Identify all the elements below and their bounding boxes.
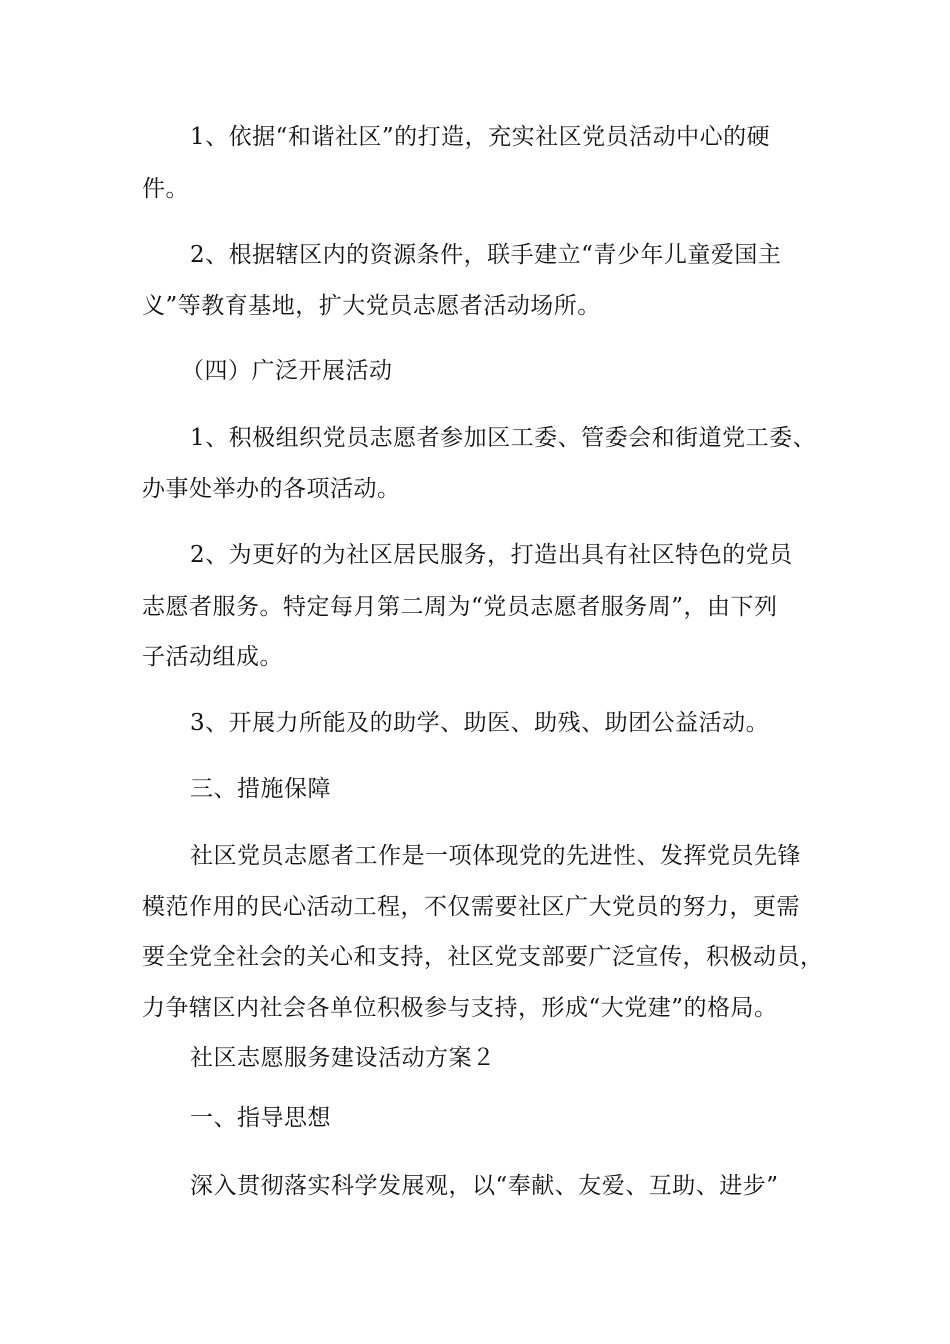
paragraph-3-line-2: 办事处举办的各项活动。	[142, 476, 401, 502]
section-heading-three: 三、措施保障	[190, 776, 331, 802]
document-subtitle: 社区志愿服务建设活动方案２	[190, 1045, 496, 1071]
paragraph-2-line-2: 义”等教育基地，扩大党员志愿者活动场所。	[142, 293, 601, 319]
paragraph-4-line-1: 2、为更好的为社区居民服务，打造出具有社区特色的党员	[190, 542, 793, 568]
paragraph-1-line-2: 件。	[142, 176, 189, 202]
paragraph-1-line-1: 1、依据“和谐社区”的打造，充实社区党员活动中心的硬	[190, 124, 771, 150]
paragraph-7-line-1: 深入贯彻落实科学发展观，以“奉献、友爱、互助、进步”	[190, 1173, 779, 1199]
paragraph-4-line-2: 志愿者服务。特定每月第二周为“党员志愿者服务周”，由下列	[142, 594, 778, 620]
paragraph-3-line-1: 1、积极组织党员志愿者参加区工委、管委会和街道党工委、	[190, 425, 817, 451]
paragraph-6-line-2: 模范作用的民心活动工程，不仅需要社区广大党员的努力，更需	[142, 894, 800, 920]
paragraph-5-line-1: 3、开展力所能及的助学、助医、助残、助团公益活动。	[190, 710, 770, 736]
paragraph-6-line-3: 要全党全社会的关心和支持，社区党支部要广泛宣传，积极动员，	[142, 944, 824, 970]
paragraph-6-line-1: 社区党员志愿者工作是一项体现党的先进性、发挥党员先锋	[190, 843, 801, 869]
paragraph-4-line-3: 子活动组成。	[142, 644, 283, 670]
section-heading-one: 一、指导思想	[190, 1105, 331, 1131]
section-heading-four: （四）广泛开展活动	[181, 358, 393, 384]
paragraph-2-line-1: 2、根据辖区内的资源条件，联手建立“青少年儿童爱国主	[190, 242, 782, 268]
paragraph-6-line-4: 力争辖区内社会各单位积极参与支持，形成“大党建”的格局。	[142, 995, 778, 1021]
